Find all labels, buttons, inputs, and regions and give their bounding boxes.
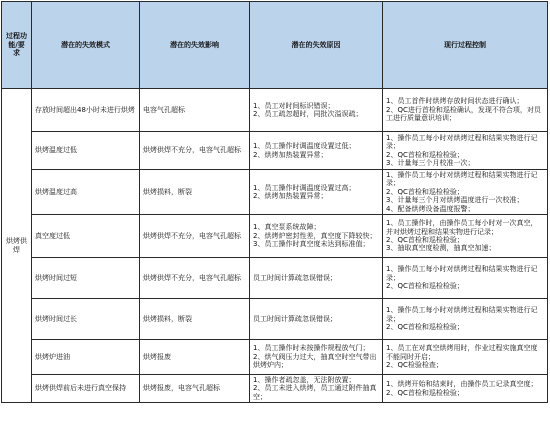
table-row — [2, 340, 548, 375]
header-process-control: 现行过程控制 — [383, 2, 548, 89]
header-failure-effect: 潜在的失效影响 — [140, 2, 250, 89]
fmea-table — [1, 1, 548, 403]
process-control-cell-line: 2、QC首检和巡检检验； — [386, 388, 464, 397]
table-row — [2, 375, 548, 403]
process-control-cell-line: 1、员工首件时烘烤存放时间状态进行确认； — [386, 97, 524, 106]
failure-cause-cell-line: 3、员工操作时真空度未达到标准值； — [253, 240, 370, 249]
process-control-cell — [383, 299, 548, 340]
failure-cause-cell-line: 1、员工对时间标识错误； — [253, 101, 335, 110]
failure-cause-cell — [250, 375, 383, 403]
table-header-row — [2, 2, 548, 89]
failure-cause-cell-line: 1、员工操作时调温度设置过低； — [253, 142, 356, 151]
process-control-cell-line: 3、抽取真空度检测，抽真空加速； — [386, 244, 496, 253]
table-row — [2, 258, 548, 299]
failure-cause-cell — [250, 258, 383, 299]
header-failure-mode: 潜在的失效模式 — [32, 2, 140, 89]
table-row — [2, 215, 548, 258]
failure-cause-cell-line: 1、操作者疏忽盖，无法附放置； — [253, 376, 356, 385]
failure-cause-cell — [250, 170, 383, 215]
process-control-cell — [383, 258, 548, 299]
process-control-cell-line: 2、QC首检和巡检检验； — [386, 187, 464, 196]
process-control-cell-line: 1、操作员工每小时对烘烤过程和结果实物进行记录； — [386, 133, 538, 151]
process-control-cell-line: 1、员工在对真空烘烤用时，作业过程实施真空度不能同时开启； — [386, 344, 538, 361]
process-control-cell — [383, 340, 548, 375]
header-failure-cause: 潜在的失效原因 — [250, 2, 383, 89]
failure-cause-cell-line: 2、烘烤加热装置异常； — [253, 192, 328, 201]
process-control-cell-line: 2、QC进行首检和巡检确认，发现不符合项，对员工进行质量意识培训； — [386, 105, 541, 123]
process-control-cell — [383, 132, 548, 170]
process-control-cell — [383, 375, 548, 403]
failure-cause-cell-line: 1、员工操作时调温度设置过高； — [253, 183, 356, 192]
process-control-cell-line: 1、操作员工每小时对烘烤过程和结果实物进行记录； — [386, 306, 538, 323]
failure-cause-cell — [250, 340, 383, 375]
failure-cause-cell-line: 2、员工疏忽超时，同批次溢误疏； — [253, 110, 363, 118]
failure-mode-cell: 真空度过低 — [32, 215, 140, 258]
process-control-cell-line: 1、操作员工每小时对烘烤过程和结果实物进行记录； — [386, 265, 538, 282]
process-control-cell-line: 4、配备烘烤设备温度报警； — [386, 204, 475, 213]
process-control-cell-line: 2、QC首检和巡检检验； — [386, 150, 464, 159]
failure-effect-cell: 电容气孔超标 — [140, 89, 250, 132]
failure-mode-cell: 烘烤温度过低 — [32, 132, 140, 170]
failure-mode-cell: 烘烤温度过高 — [32, 170, 140, 215]
failure-cause-cell-line: 2、烘气阀压力过大，抽真空时空气带出烘烤炉内； — [253, 352, 377, 370]
process-control-cell-line: 1、员工操作时，由操作员工每小时对一次真空，并对烘烤过程和结果实物进行记录； — [386, 219, 538, 236]
process-control-cell-line: 2、QC首检和巡检检验； — [386, 236, 464, 245]
process-control-cell-line: 1、烘烤开始和结束时，由操作员工记录真空度； — [386, 380, 538, 389]
header-process: 过程功能/要求 — [2, 2, 32, 89]
failure-effect-cell: 烘烤报废 — [140, 340, 250, 375]
failure-cause-cell — [250, 89, 383, 132]
failure-effect-cell: 烘烤损料，断裂 — [140, 170, 250, 215]
table-row — [2, 170, 548, 215]
failure-cause-cell-line: 1、员工操作时未按操作规程放气门； — [253, 344, 370, 353]
failure-cause-cell — [250, 215, 383, 258]
failure-mode-cell: 烘烤炉进油 — [32, 340, 140, 375]
failure-cause-cell — [250, 132, 383, 170]
process-control-cell — [383, 89, 548, 132]
failure-cause-cell — [250, 299, 383, 340]
process-control-cell — [383, 215, 548, 258]
failure-cause-cell-line: 2、烘烤加热装置异常； — [253, 150, 328, 159]
failure-effect-cell: 烘烤报废，电容气孔超标 — [140, 375, 250, 403]
process-control-cell — [383, 170, 548, 215]
failure-cause-cell-line: 1、真空泵系统故障； — [253, 223, 321, 232]
table-row — [2, 89, 548, 132]
process-step-cell: 烘烤供焊 — [2, 89, 32, 403]
process-control-cell-line: 3、计量每三个月对烘烤温度进行一次校准； — [386, 196, 524, 205]
failure-effect-cell: 烘烤损料，断裂 — [140, 299, 250, 340]
failure-effect-cell: 烘烤供焊不充分，电容气孔超标 — [140, 258, 250, 299]
failure-mode-cell: 存放时间超出48小时未进行烘烤 — [32, 89, 140, 132]
process-control-cell-line: 2、QC检验检查； — [386, 361, 443, 370]
failure-mode-cell: 烘烤时间过短 — [32, 258, 140, 299]
failure-effect-cell: 烘烤供焊不充分，电容气孔超标 — [140, 215, 250, 258]
process-control-cell-line: 3、计量每三个月校准一次； — [386, 158, 475, 167]
failure-cause-cell-line: 2、员工未进入烘烤，员工通过附件抽真空； — [253, 384, 377, 401]
process-control-cell-line: 2、QC首检和巡检检验； — [386, 323, 464, 332]
failure-mode-cell: 烘烤供焊前后未进行真空保持 — [32, 375, 140, 403]
table-row — [2, 299, 548, 340]
failure-cause-cell-line: 员工时间计算疏忽误错误； — [253, 273, 337, 282]
process-control-cell-line: 2、QC首检和巡检检验； — [386, 282, 464, 291]
failure-cause-cell-line: 员工时间计算疏忽误错误； — [253, 314, 337, 323]
failure-effect-cell: 烘烤供焊不充分，电容气孔超标 — [140, 132, 250, 170]
table-row — [2, 132, 548, 170]
process-control-cell-line: 1、操作员工每小时对烘烤过程和结果实物进行记录； — [386, 171, 538, 188]
failure-cause-cell-line: 2、烘烤炉密封性差，真空度下降较快； — [253, 231, 377, 240]
table-body — [2, 89, 548, 403]
failure-mode-cell: 烘烤时间过长 — [32, 299, 140, 340]
